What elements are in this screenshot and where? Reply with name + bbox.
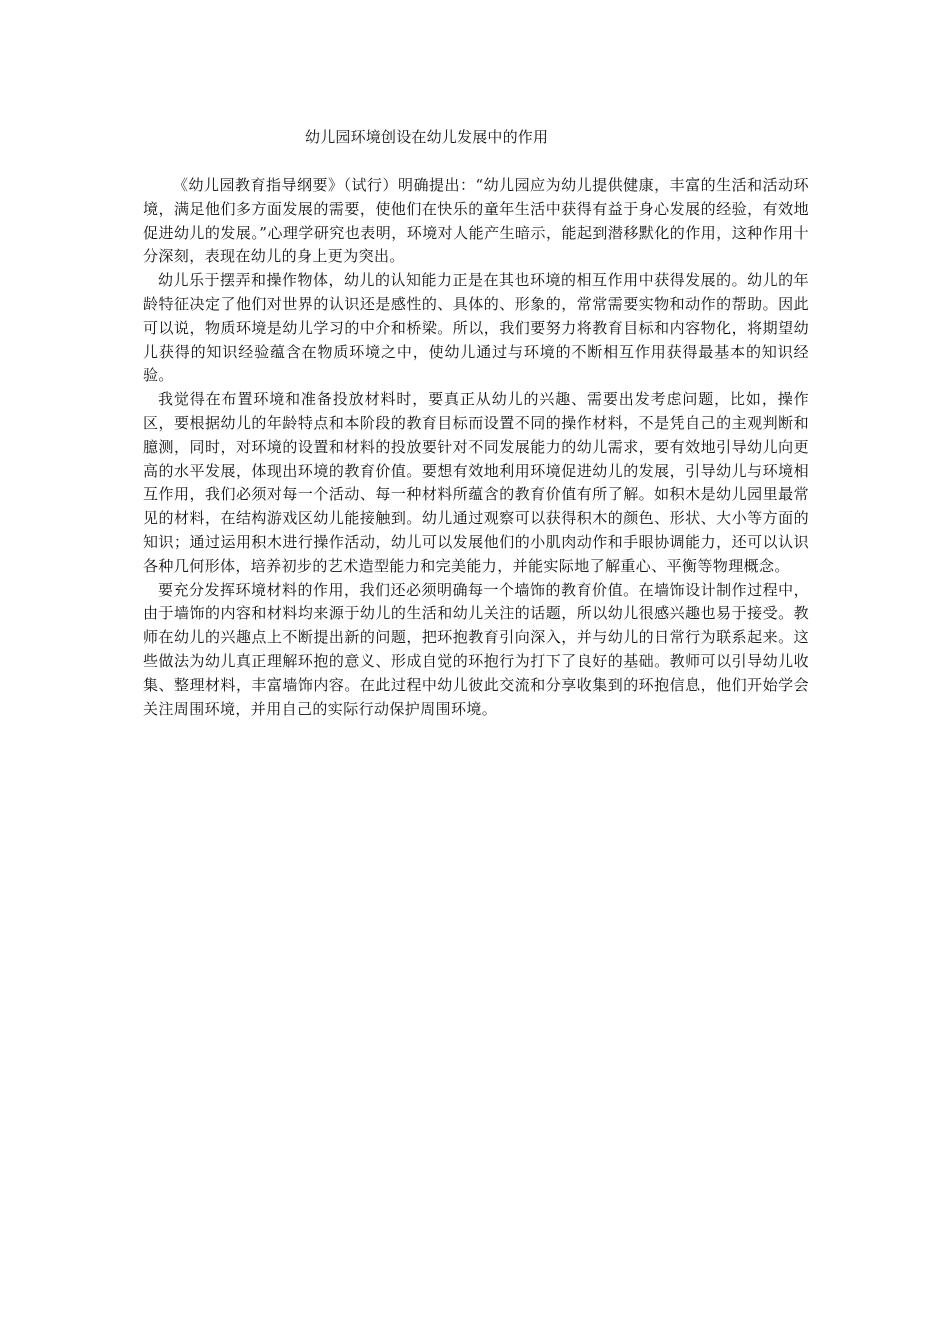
document-title: 幼儿园环境创设在幼儿发展中的作用 [305, 128, 549, 146]
paragraph-1: 《幼儿园教育指导纲要》（试行）明确提出：“幼儿园应为幼儿提供健康，丰富的生活和活动环境，满足他们多方面发展的需要，使他们在快乐的童年生活中获得有益于身心发展的经验，有效地促进幼儿的发展。”心理学研究也表明，环境对人能产生暗示，能起到潜移默化的作用，这种作用十分深刻，表现在幼儿的身上更为突出。 [143, 176, 809, 266]
paragraph-3: 我觉得在布置环境和准备投放材料时，要真正从幼儿的兴趣、需要出发考虑问题，比如，操作区，要根据幼儿的年龄特点和本阶段的教育目标而设置不同的操作材料，不是凭自己的主观判断和臆测，同时，对环境的设置和材料的投放要针对不同发展能力的幼儿需求，要有效地引导幼儿向更高的水平发展，体现出环境的教育价值。要想有效地利用环境促进幼儿的发展，引导幼儿与环境相互作用，我们必须对每一个活动、每一种材料所蕴含的教育价值有所了解。如积木是幼儿园里最常见的材料，在结构游戏区幼儿能接触到。幼儿通过观察可以获得积木的颜色、形状、大小等方面的知识；通过运用积木进行操作活动，幼儿可以发展他们的小肌肉动作和手眼协调能力，还可以认识各种几何形体，培养初步的艺术造型能力和完美能力，并能实际地了解重心、平衡等物理概念。 [143, 390, 809, 575]
paragraph-2: 幼儿乐于摆弄和操作物体，幼儿的认知能力正是在其也环境的相互作用中获得发展的。幼儿的年龄特征决定了他们对世界的认识还是感性的、具体的、形象的，常常需要实物和动作的帮助。因此可以说，物质环境是幼儿学习的中介和桥梁。所以，我们要努力将教育目标和内容物化，将期望幼儿获得的知识经验蕴含在物质环境之中，使幼儿通过与环境的不断相互作用获得最基本的知识经验。 [143, 271, 809, 385]
document-body [143, 174, 809, 721]
paragraph-4: 要充分发挥环境材料的作用，我们还必须明确每一个墙饰的教育价值。在墙饰设计制作过程中，由于墙饰的内容和材料均来源于幼儿的生活和幼儿关注的话题，所以幼儿很感兴趣也易于接受。教师在幼儿的兴趣点上不断提出新的问题，把环抱教育引向深入，并与幼儿的日常行为联系起来。这些做法为幼儿真正理解环抱的意义、形成自觉的环抱行为打下了良好的基础。教师可以引导幼儿收集、整理材料，丰富墙饰内容。在此过程中幼儿彼此交流和分享收集到的环抱信息，他们开始学会关注周围环境，并用自己的实际行动保护周围环境。 [143, 580, 809, 718]
